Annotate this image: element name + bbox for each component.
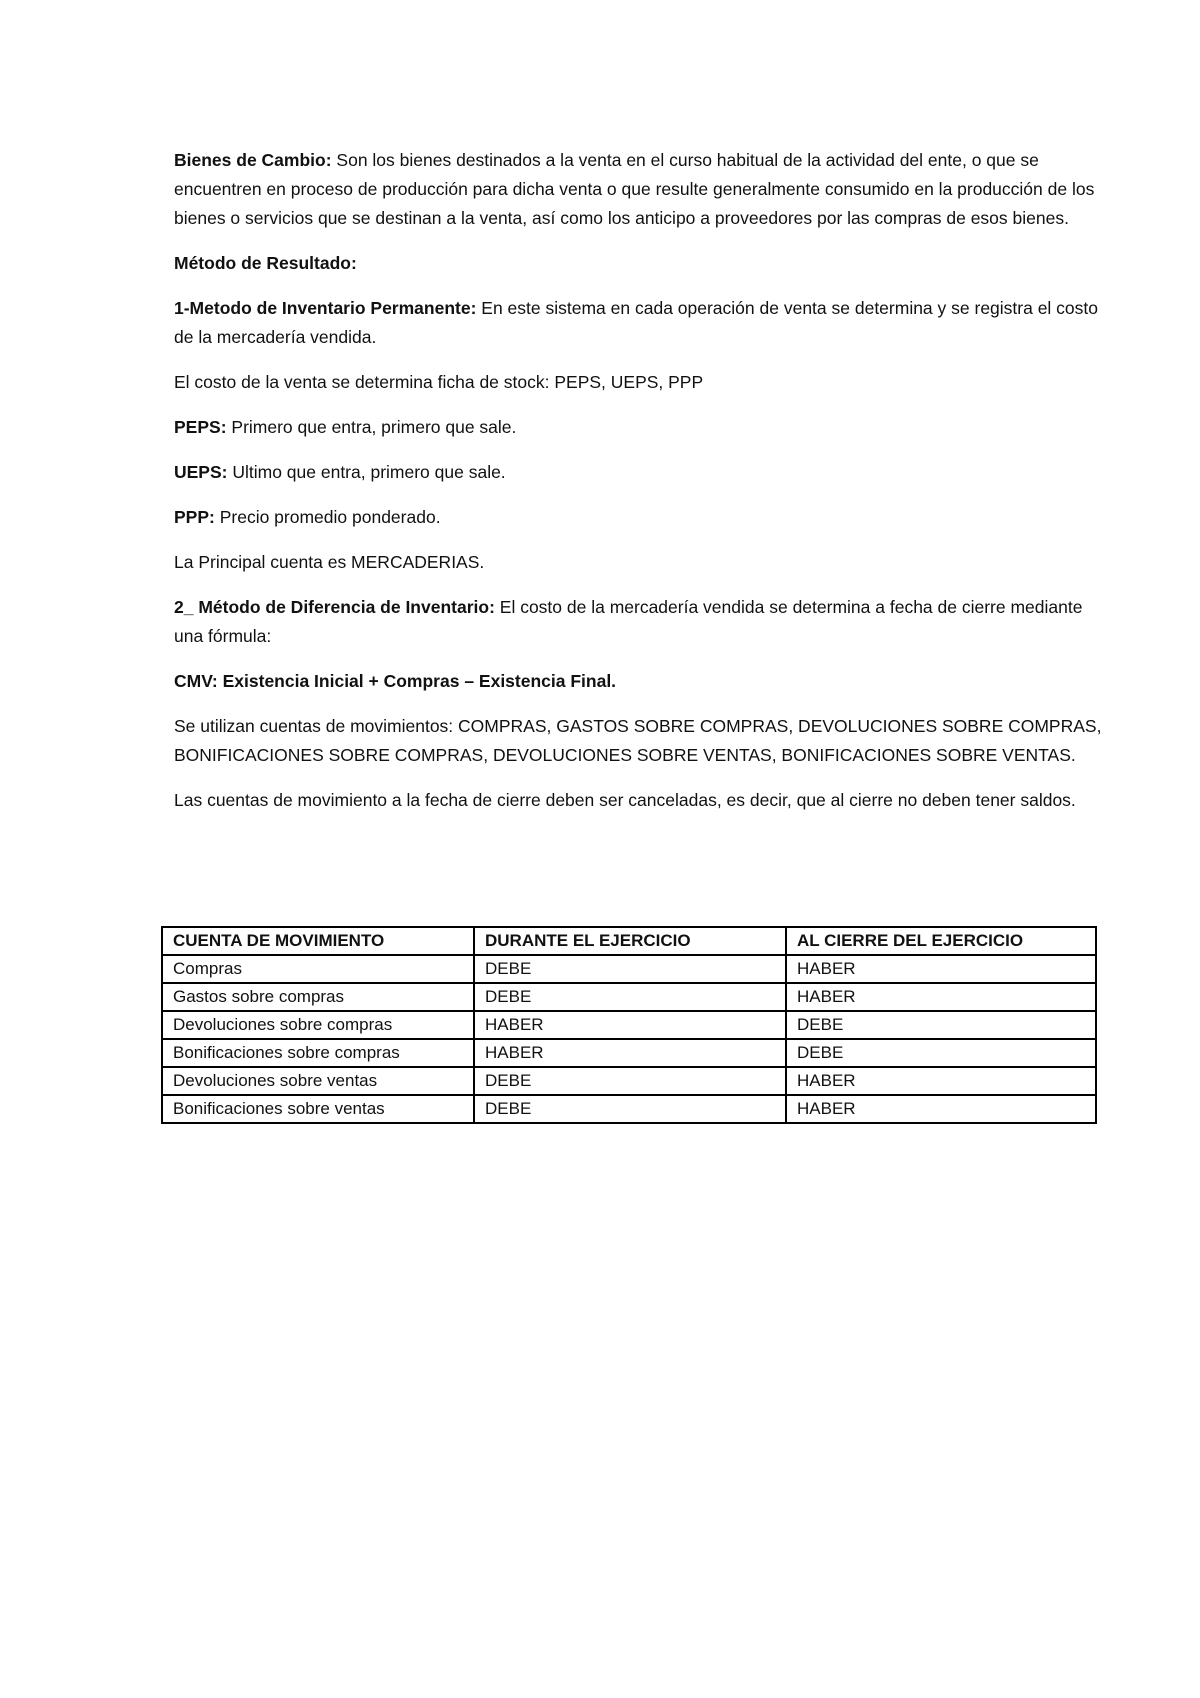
cell-cuenta: Gastos sobre compras [162, 983, 474, 1011]
table-header-row [162, 927, 1096, 955]
paragraph-cmv-formula [174, 667, 1104, 696]
paragraph-inventario-permanente [174, 294, 1104, 352]
heading-text: Método de Resultado: [174, 253, 357, 273]
cell-cierre: DEBE [786, 1039, 1096, 1067]
header-cierre: AL CIERRE DEL EJERCICIO [786, 927, 1096, 955]
definition-ueps: Ultimo que entra, primero que sale. [227, 462, 506, 482]
header-durante: DURANTE EL EJERCICIO [474, 927, 786, 955]
paragraph-ueps [174, 458, 1104, 487]
paragraph-diferencia-inventario [174, 593, 1104, 651]
paragraph-principal-cuenta [174, 548, 1104, 577]
term-bienes-de-cambio: Bienes de Cambio: [174, 150, 332, 170]
cell-durante: DEBE [474, 1067, 786, 1095]
table-row [162, 983, 1096, 1011]
paragraph-bienes-de-cambio [174, 146, 1104, 233]
cell-cierre: DEBE [786, 1011, 1096, 1039]
definition-ppp: Precio promedio ponderado. [214, 507, 441, 527]
table-row [162, 1067, 1096, 1095]
definition-inventario-permanente: En este sistema en cada operación de venta se determina y se registra el costo de la mercadería vendida. [174, 298, 1099, 347]
cell-cierre: HABER [786, 1095, 1096, 1123]
document-body [174, 146, 1104, 831]
header-cuenta: CUENTA DE MOVIMIENTO [162, 927, 474, 955]
table-row [162, 1095, 1096, 1123]
table-row [162, 1039, 1096, 1067]
term-ueps: UEPS: [174, 462, 228, 482]
heading-metodo-de-resultado [174, 249, 1104, 278]
cell-durante: DEBE [474, 983, 786, 1011]
paragraph-cuentas-movimientos [174, 712, 1104, 770]
term-diferencia-inventario: 2_ Método de Diferencia de Inventario: [174, 597, 495, 617]
cell-cuenta: Devoluciones sobre compras [162, 1011, 474, 1039]
paragraph-costo-venta [174, 368, 1104, 397]
table-row [162, 955, 1096, 983]
table-row [162, 1011, 1096, 1039]
term-ppp: PPP: [174, 507, 215, 527]
cell-durante: HABER [474, 1039, 786, 1067]
movement-accounts-table [161, 926, 1097, 1124]
cmv-formula: CMV: Existencia Inicial + Compras – Existencia Final. [174, 671, 617, 691]
cell-cierre: HABER [786, 955, 1096, 983]
cell-durante: HABER [474, 1011, 786, 1039]
paragraph-ppp [174, 503, 1104, 532]
cell-cuenta: Compras [162, 955, 474, 983]
cell-cuenta: Bonificaciones sobre compras [162, 1039, 474, 1067]
principal-cuenta-text: La Principal cuenta es MERCADERIAS. [174, 552, 485, 572]
cell-durante: DEBE [474, 1095, 786, 1123]
cuentas-movimientos-text: Se utilizan cuentas de movimientos: COMPRAS, GASTOS SOBRE COMPRAS, DEVOLUCIONES SOBRE COMPRAS, BONIFICACIONES SOBRE COMPRAS, DEVOLUCIONES SOBRE VENTAS, BONIFICACIONES SOBRE VENTAS. [174, 716, 1102, 765]
cell-cuenta: Devoluciones sobre ventas [162, 1067, 474, 1095]
cancelacion-text: Las cuentas de movimiento a la fecha de cierre deben ser canceladas, es decir, que al cierre no deben tener saldos. [174, 790, 1076, 810]
costo-venta-text: El costo de la venta se determina ficha de stock: PEPS, UEPS, PPP [174, 372, 704, 392]
cell-cuenta: Bonificaciones sobre ventas [162, 1095, 474, 1123]
cell-cierre: HABER [786, 1067, 1096, 1095]
paragraph-peps [174, 413, 1104, 442]
cell-cierre: HABER [786, 983, 1096, 1011]
definition-peps: Primero que entra, primero que sale. [226, 417, 517, 437]
definition-diferencia-inventario: El costo de la mercadería vendida se determina a fecha de cierre mediante una fórmula: [174, 597, 1083, 646]
definition-bienes-de-cambio: Son los bienes destinados a la venta en el curso habitual de la actividad del ente, o que se encuentren en proceso de producción para dicha venta o que resulte generalmente consumido en la producción de los bienes o servicios que se destinan a la venta, así como los anticipo a proveedores por las compras de esos bienes. [174, 150, 1095, 228]
term-peps: PEPS: [174, 417, 227, 437]
term-inventario-permanente: 1-Metodo de Inventario Permanente: [174, 298, 477, 318]
cell-durante: DEBE [474, 955, 786, 983]
paragraph-cancelacion [174, 786, 1104, 815]
